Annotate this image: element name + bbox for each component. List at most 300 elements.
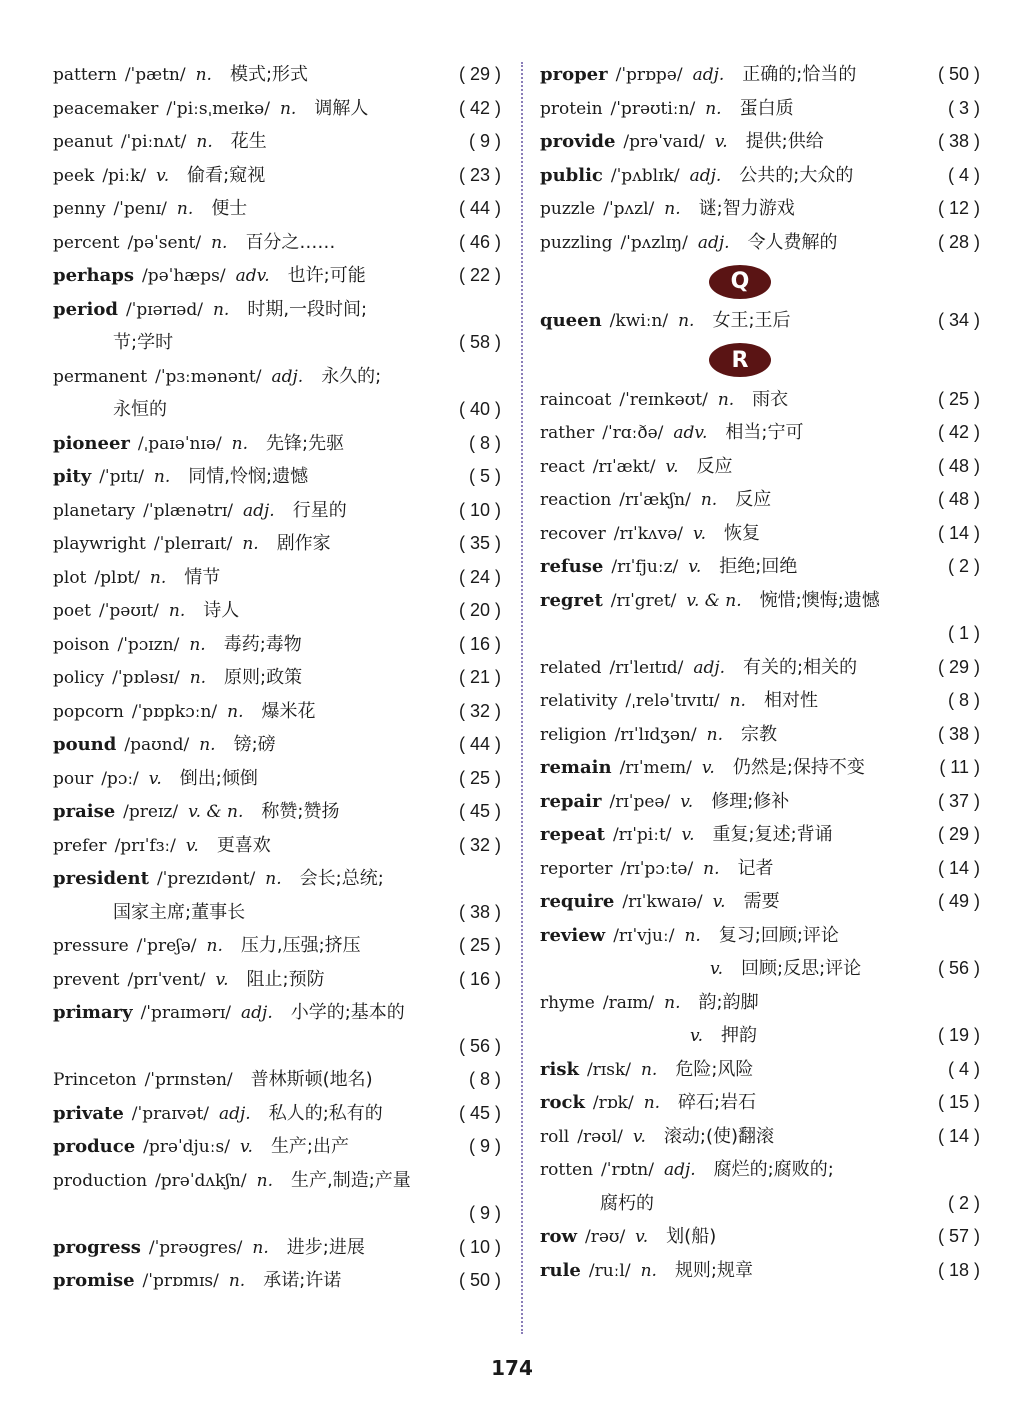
part-of-speech: n.: [149, 567, 167, 588]
entry-line: [540, 919, 980, 953]
vocab-entry: [53, 58, 501, 92]
entry-line: [540, 1254, 980, 1288]
lesson-number: ( 29 ): [458, 64, 501, 84]
headword: pioneer: [53, 432, 130, 454]
entry-line: [540, 1053, 980, 1087]
part-of-speech: v.: [681, 825, 695, 845]
vocab-entry: [540, 450, 980, 484]
vocab-entry: [53, 125, 501, 159]
entry-line: [540, 818, 980, 852]
part-of-speech: adv.: [673, 423, 708, 443]
vocab-entry: [53, 695, 501, 729]
entry-line: [540, 304, 980, 338]
vocab-entry: [540, 125, 980, 159]
lesson-number: ( 25 ): [458, 935, 501, 955]
headword: popcorn: [53, 701, 124, 722]
lesson-number: ( 4 ): [947, 164, 980, 185]
headword: pattern: [53, 65, 117, 85]
phonetic: /kwiːn/: [609, 311, 669, 331]
entry-line: [540, 852, 980, 886]
lesson-number: ( 25 ): [458, 767, 501, 788]
part-of-speech: adj.: [243, 500, 275, 521]
lesson-number: ( 48 ): [937, 455, 980, 476]
meaning-continued: 国家主席;董事长: [113, 901, 246, 923]
part-of-speech: adj.: [692, 65, 725, 85]
vocab-entry: [540, 718, 980, 752]
lesson-number: ( 19 ): [937, 1025, 980, 1045]
lesson-number: ( 8 ): [468, 432, 501, 453]
vocab-entry: [540, 159, 980, 193]
phonetic: /prɪˈfɜː/: [114, 835, 176, 856]
phonetic: /rɪˈgret/: [610, 590, 677, 611]
phonetic: /ˈpɒləsɪ/: [112, 668, 180, 688]
lesson-number: ( 3 ): [947, 97, 980, 118]
entry-line: [53, 594, 501, 628]
meaning: 会长;总统;: [299, 868, 384, 889]
part-of-speech: n.: [211, 232, 228, 253]
headword: provide: [540, 131, 616, 152]
entry-line: [540, 550, 980, 584]
headword: religion: [540, 724, 607, 745]
meaning: 便士: [211, 198, 248, 219]
meaning: 有关的;相关的: [743, 656, 858, 678]
lesson-number: ( 9 ): [468, 131, 501, 151]
meaning: 韵;韵脚: [698, 991, 759, 1013]
phonetic: /prəˈdʌkʃn/: [155, 1170, 247, 1191]
lesson-number: ( 50 ): [937, 64, 980, 84]
phonetic: /rɪˈmeɪn/: [619, 758, 692, 778]
headword: percent: [53, 232, 120, 253]
meaning: 划(船): [666, 1226, 717, 1247]
entry-line: [53, 762, 501, 796]
vocab-entry: [540, 92, 980, 126]
entry-continuation: [540, 952, 980, 986]
entry-line: [540, 92, 980, 126]
lesson-number: ( 37 ): [937, 790, 980, 811]
headword: risk: [540, 1058, 579, 1080]
section-header: [540, 338, 980, 383]
vocab-entry: [53, 862, 501, 929]
headword: proper: [540, 64, 608, 85]
meaning: 相对性: [763, 690, 818, 711]
phonetic: /ruːl/: [588, 1260, 631, 1281]
part-of-speech: n.: [189, 668, 207, 688]
lesson-number: ( 16 ): [458, 633, 501, 654]
phonetic: /ˈpʌzl/: [603, 199, 655, 219]
part-of-speech: adj.: [271, 366, 304, 387]
vocab-entry: [53, 1063, 501, 1097]
part-of-speech: n.: [256, 1170, 273, 1191]
entry-line: [53, 58, 501, 92]
vocab-entry: [53, 360, 501, 427]
entry-line: [540, 751, 980, 785]
meaning: 宗教: [741, 723, 777, 745]
headword: relativity: [540, 691, 618, 711]
lesson-number: ( 9 ): [468, 1136, 501, 1156]
phonetic: /rɪsk/: [586, 1059, 631, 1080]
meaning: 规则;规章: [674, 1259, 754, 1281]
part-of-speech: n.: [153, 467, 171, 487]
lesson-number: ( 2 ): [947, 556, 980, 576]
vocab-entry: [540, 517, 980, 551]
part-of-speech: v.: [701, 758, 715, 778]
headword: progress: [53, 1236, 141, 1258]
part-of-speech: v.: [693, 523, 706, 544]
vocab-entry: [540, 986, 980, 1053]
entry-line: [540, 718, 980, 752]
phonetic: /ˈpiːsˌmeɪkə/: [166, 98, 270, 119]
entry-line: [540, 986, 980, 1020]
entry-line: [540, 785, 980, 819]
meaning: 腐烂的;腐败的;: [713, 1159, 834, 1180]
meaning: 承诺;许诺: [263, 1270, 342, 1291]
lesson-number: ( 44 ): [458, 734, 501, 754]
lesson-number: ( 49 ): [937, 891, 980, 911]
vocab-entry: [540, 1254, 980, 1288]
part-of-speech: n.: [195, 65, 212, 85]
phonetic: /ˈpreʃə/: [136, 936, 197, 956]
entry-line: [53, 996, 501, 1030]
entry-line: [53, 494, 501, 528]
part-of-speech: v. & n.: [686, 590, 742, 611]
vocab-entry: [540, 1220, 980, 1254]
entry-line: [53, 1097, 501, 1131]
lesson-number: ( 57 ): [937, 1226, 980, 1246]
headword: penny: [53, 199, 106, 219]
entry-line: [540, 159, 980, 193]
vocab-entry: [53, 293, 501, 360]
meaning: 普林斯顿(地名): [250, 1069, 373, 1090]
meaning: 仍然是;保持不变: [732, 757, 865, 778]
part-of-speech: v.: [665, 456, 679, 477]
headword: reporter: [540, 858, 613, 879]
headword: Princeton: [53, 1070, 137, 1090]
part-of-speech: v.: [632, 1126, 646, 1147]
headword: peacemaker: [53, 98, 159, 119]
vocab-entry: [53, 527, 501, 561]
headword: raincoat: [540, 389, 612, 410]
entry-line: [53, 527, 501, 561]
phonetic: /ˈpɪərɪəd/: [125, 299, 203, 320]
meaning: 诗人: [203, 600, 240, 621]
part-of-speech: v.: [148, 768, 162, 789]
part-of-speech: n.: [279, 98, 297, 119]
entry-line: [53, 1130, 501, 1164]
meaning: 生产;出产: [270, 1136, 350, 1157]
entry-line: [540, 885, 980, 919]
headword: refuse: [540, 556, 604, 577]
meaning: 进步;进展: [286, 1236, 365, 1258]
meaning: 百分之……: [245, 231, 336, 253]
meaning: 修理;修补: [711, 790, 790, 812]
vocab-entry: [540, 383, 980, 417]
headword: president: [53, 868, 149, 889]
vocab-entry: [53, 494, 501, 528]
part-of-speech: n.: [228, 1271, 246, 1291]
entry-line: [540, 1120, 980, 1154]
entry-line: [53, 159, 501, 193]
phonetic: /rɪˈvjuː/: [613, 925, 675, 946]
phonetic: /ˈpiːnʌt/: [120, 132, 187, 152]
headword: review: [540, 924, 606, 946]
vocab-entry: [540, 226, 980, 260]
lesson-number: ( 56 ): [937, 958, 980, 978]
phonetic: /ˈprəʊgres/: [148, 1237, 243, 1258]
phonetic: /raɪm/: [602, 992, 655, 1013]
vocab-entry: [53, 594, 501, 628]
lesson-number: ( 34 ): [937, 310, 980, 330]
vocab-entry: [53, 1097, 501, 1131]
entry-line: [540, 1220, 980, 1254]
phonetic: /piːk/: [102, 165, 147, 186]
meaning-continued: 腐朽的: [600, 1192, 654, 1214]
part-of-speech: n.: [678, 311, 695, 331]
lesson-number: ( 16 ): [458, 968, 501, 989]
part-of-speech: n.: [640, 1059, 658, 1080]
phonetic: /ˈpraɪmərɪ/: [140, 1003, 232, 1023]
entry-line: [53, 728, 501, 762]
lesson-number: ( 12 ): [937, 198, 980, 218]
lesson-number: ( 29 ): [937, 656, 980, 677]
part-of-speech: n.: [706, 724, 723, 745]
vocab-entry: [540, 416, 980, 450]
headword: pressure: [53, 936, 129, 956]
headword: recover: [540, 523, 606, 544]
meaning: 调解人: [314, 97, 369, 119]
part-of-speech: n.: [206, 936, 223, 956]
phonetic: /rəʊ/: [584, 1227, 626, 1247]
vocab-entry: [53, 1130, 501, 1164]
lesson-number: ( 21 ): [458, 667, 501, 687]
headword: prevent: [53, 969, 120, 990]
entry-line: [540, 125, 980, 159]
entry-line: [53, 628, 501, 662]
headword: praise: [53, 801, 116, 822]
entry-line: [53, 192, 501, 226]
lesson-number: ( 38 ): [937, 723, 980, 744]
headword: production: [53, 1170, 148, 1191]
entry-line: [540, 651, 980, 685]
entry-line: [53, 862, 501, 896]
lesson-number: ( 24 ): [458, 566, 501, 587]
lesson-number: ( 32 ): [458, 834, 501, 855]
meaning: 记者: [737, 857, 774, 879]
phonetic: /rɒk/: [592, 1093, 634, 1113]
vocab-entry: [540, 785, 980, 819]
phonetic: /ˈprɒmɪs/: [142, 1271, 219, 1291]
meaning-continued: 押韵: [721, 1025, 757, 1046]
vocab-entry: [53, 996, 501, 1063]
vocab-entry: [540, 1153, 980, 1220]
entry-line: [53, 795, 501, 829]
lesson-number: ( 46 ): [458, 231, 501, 252]
phonetic: /ˈreɪnkəʊt/: [619, 389, 708, 410]
meaning: 拒绝;回绝: [719, 556, 798, 577]
lesson-number: ( 4 ): [947, 1058, 980, 1079]
left-column: [53, 58, 501, 1298]
headword: related: [540, 657, 602, 678]
part-of-speech: v. & n.: [188, 802, 244, 822]
phonetic: /ˈpɒpkɔːn/: [131, 701, 218, 722]
lesson-number: ( 42 ): [458, 97, 501, 118]
meaning: 生产,制造;产量: [290, 1169, 411, 1191]
part-of-speech: n.: [242, 534, 259, 554]
entry-line: [53, 695, 501, 729]
vocab-entry: [540, 651, 980, 685]
headword: roll: [540, 1126, 570, 1147]
entry-continuation: [53, 326, 501, 360]
part-of-speech: v.: [680, 791, 694, 812]
lesson-number: ( 14 ): [937, 857, 980, 878]
phonetic: /paʊnd/: [124, 735, 190, 755]
lesson-number: ( 8 ): [468, 1069, 501, 1089]
headword: poet: [53, 601, 92, 621]
lesson-number: ( 35 ): [458, 533, 501, 553]
meaning: 滚动;(使)翻滚: [663, 1125, 774, 1147]
phonetic: /ˈpenɪ/: [113, 199, 167, 219]
phonetic: /rɪˈleɪtɪd/: [609, 657, 684, 678]
headword: period: [53, 298, 118, 320]
phonetic: /ˈpʌblɪk/: [610, 165, 680, 186]
part-of-speech: n.: [703, 858, 720, 879]
meaning: 花生: [230, 131, 267, 152]
part-of-speech: v.: [712, 892, 726, 912]
entry-line: [53, 561, 501, 595]
headword: peek: [53, 165, 95, 186]
phonetic: /ˈplænətrɪ/: [143, 500, 234, 521]
vocab-entry: [53, 1164, 501, 1231]
part-of-speech: n.: [640, 1260, 657, 1281]
meaning: 剧作家: [276, 533, 331, 554]
lesson-number: ( 42 ): [937, 422, 980, 442]
phonetic: /ˈprəʊtiːn/: [610, 98, 696, 119]
entry-line: [540, 517, 980, 551]
part-of-speech: n.: [729, 691, 746, 711]
lesson-number: ( 38 ): [937, 131, 980, 151]
meaning: 先锋;先驱: [266, 432, 345, 454]
vocab-entry: [53, 929, 501, 963]
part-of-speech: n.: [189, 634, 206, 655]
headword: pity: [53, 466, 92, 487]
meaning: 女王;王后: [712, 310, 791, 331]
lesson-number: ( 38 ): [458, 901, 501, 922]
phonetic: /rɪˈkwaɪə/: [622, 892, 703, 912]
lesson-number: ( 14 ): [937, 522, 980, 543]
headword: rather: [540, 423, 595, 443]
meaning: 雨衣: [752, 388, 789, 410]
part-of-speech: v.: [690, 1026, 703, 1046]
part-of-speech: n.: [168, 601, 186, 621]
phonetic: /ˌpaɪəˈnɪə/: [137, 433, 222, 454]
phonetic: /rɪˈlɪdʒən/: [614, 724, 697, 745]
headword: plot: [53, 567, 87, 588]
phonetic: /preɪz/: [123, 802, 179, 822]
headword: pour: [53, 768, 94, 789]
part-of-speech: n.: [227, 701, 244, 722]
entry-line: [53, 293, 501, 327]
part-of-speech: v.: [185, 835, 199, 856]
meaning: 提供;供给: [745, 131, 824, 152]
headword: require: [540, 891, 615, 912]
meaning: 镑;磅: [233, 734, 276, 755]
headword: public: [540, 164, 603, 186]
part-of-speech: n.: [231, 433, 249, 454]
vocab-entry: [540, 919, 980, 986]
part-of-speech: n.: [664, 199, 681, 219]
headword: remain: [540, 757, 612, 778]
entry-line: [540, 383, 980, 417]
phonetic: /pəˈhæps/: [142, 266, 226, 286]
phonetic: /rɪˈpɔːtə/: [620, 858, 694, 879]
meaning: 原则;政策: [224, 667, 303, 688]
vocab-entry: [540, 304, 980, 338]
entry-line: [540, 684, 980, 718]
part-of-speech: v.: [156, 165, 170, 186]
entry-continuation: [53, 1030, 501, 1064]
meaning: 行星的: [292, 499, 347, 521]
part-of-speech: v.: [710, 959, 723, 979]
lesson-number: ( 58 ): [458, 332, 501, 352]
headword: produce: [53, 1136, 136, 1157]
entry-continuation: [53, 393, 501, 427]
headword: rule: [540, 1259, 581, 1281]
headword: peanut: [53, 132, 113, 152]
phonetic: /ˈpɜːmənənt/: [155, 366, 262, 387]
part-of-speech: adj.: [241, 1003, 273, 1023]
lesson-number: ( 20 ): [458, 600, 501, 620]
entry-continuation: [53, 1197, 501, 1231]
lesson-number: ( 56 ): [458, 1035, 501, 1056]
entry-line: [53, 1264, 501, 1298]
entry-line: [53, 226, 501, 260]
entry-continuation: [540, 1187, 980, 1221]
meaning: 反应: [696, 455, 733, 477]
lesson-number: ( 50 ): [458, 1270, 501, 1290]
headword: primary: [53, 1002, 133, 1023]
meaning: 惋惜;懊悔;遗憾: [759, 589, 880, 611]
meaning: 公共的;大众的: [739, 164, 854, 186]
meaning: 压力,压强;挤压: [240, 935, 361, 956]
lesson-number: ( 48 ): [937, 489, 980, 509]
entry-line: [53, 963, 501, 997]
lesson-number: ( 1 ): [947, 623, 980, 643]
headword: promise: [53, 1270, 135, 1291]
entry-line: [53, 1231, 501, 1265]
headword: react: [540, 456, 585, 477]
lesson-number: ( 14 ): [937, 1125, 980, 1146]
entry-line: [540, 416, 980, 450]
lesson-number: ( 5 ): [468, 466, 501, 486]
part-of-speech: n.: [705, 98, 722, 119]
phonetic: /ˌreləˈtɪvɪtɪ/: [625, 691, 720, 711]
lesson-number: ( 8 ): [947, 690, 980, 710]
phonetic: /ˈprɒpə/: [615, 65, 683, 85]
headword: poison: [53, 634, 110, 655]
vocab-entry: [540, 1120, 980, 1154]
part-of-speech: n.: [199, 735, 216, 755]
part-of-speech: v.: [714, 132, 728, 152]
headword: regret: [540, 589, 603, 611]
vocab-entry: [53, 963, 501, 997]
part-of-speech: n.: [684, 925, 701, 946]
entry-line: [53, 360, 501, 394]
headword: protein: [540, 98, 603, 119]
phonetic: /ˈpʌzlɪŋ/: [620, 232, 688, 253]
part-of-speech: adv.: [235, 266, 270, 286]
vocab-entry: [53, 159, 501, 193]
phonetic: /rɪˈpiːt/: [612, 825, 672, 845]
phonetic: /rɪˈkʌvə/: [613, 523, 683, 544]
